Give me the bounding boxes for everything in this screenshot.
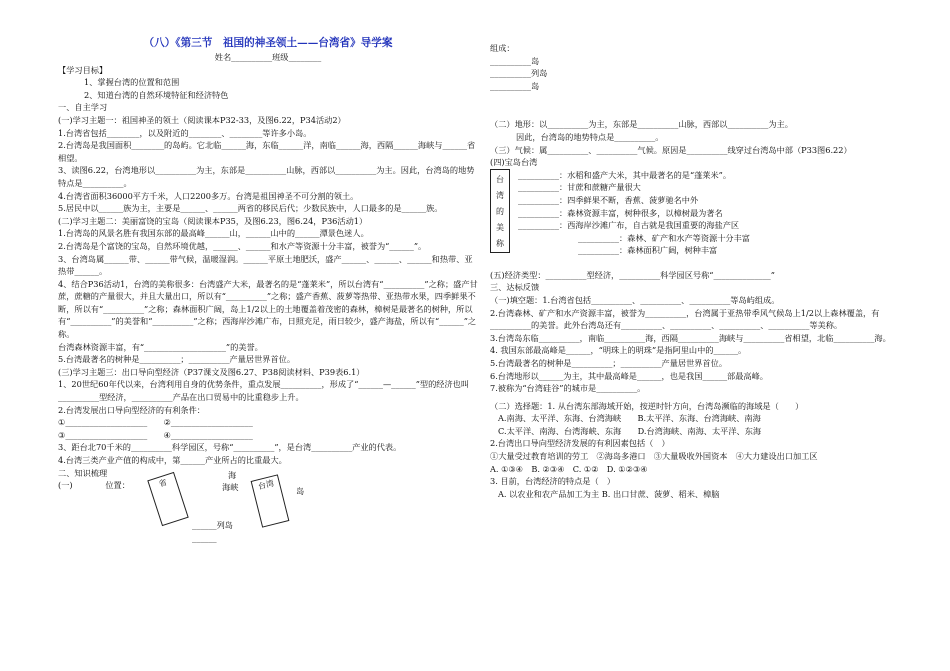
fill-q3: 3.台湾岛东临__________，南临__________海，西隔__________海峡与__________省相望，北临__________海。 [490, 332, 891, 343]
nicknames-box [490, 169, 510, 253]
q2-3: 3、台湾岛属______带、______带气候，温暖湿润。______平原土地肥沃，盛产______、______、______和热带、亚热带______。 [58, 253, 473, 277]
q2-2: 2.台湾岛是个富饶的宝岛，自然环境优越，______、______和水产等资源十分丰富，被誉为“______”。 [58, 240, 427, 251]
choice-q2: 2.台湾出口导向型经济发展的有利因素包括（ ） [490, 438, 670, 449]
choice-q2-options: A. ①③④ B. ②③④ C. ①② D. ①②③④ [490, 463, 648, 474]
q3-1: 1、20世纪60年代以来，台湾利用自身的优势条件，重点发展__________，形成了“______—______”型的经济也叫__________型经济，__________产品在出口贸易中的比重稳步上升。 [58, 379, 470, 403]
diagram-islands-line: ______列岛 [192, 520, 233, 531]
q2-5: 5.台湾最著名的树种是__________；__________产量居世界首位。 [58, 354, 296, 365]
q2-forest: 台湾森林资源丰富，有“____________________”的美誉。 [58, 341, 263, 352]
composition-islands: __________列岛 [490, 68, 548, 79]
q3-3: 3、距台北70千米的__________科学园区，号称“__________”，是台湾__________产业的代表。 [58, 442, 402, 453]
nickname-rice: __________：水稻和盛产大米，其中最著名的是“蓬莱米”。 [518, 169, 732, 180]
q3-2: 2.台湾发展出口导向型经济的有利条件： [58, 404, 205, 415]
nicknames-block [490, 169, 910, 269]
nickname-sugar: __________：甘蔗和蔗糖产量很大 [518, 182, 641, 193]
nickname-salt: __________：西海岸沙滩广布，自古就是我国重要的海盐产区 [518, 220, 740, 231]
diagram-label-sea: 海 [228, 470, 237, 481]
topic-3-heading: (三)学习主题三：出口导向型经济（P37课文及图6.27、P38阅读材料、P39表6.1） [58, 366, 365, 377]
q1-1: 1.台湾省包括________，以及附近的________、________等许多小岛。 [58, 127, 312, 138]
q1-5: 5.居民中以______族为主，主要是______、______两省的移民后代；少数民族中，人口最多的是______族。 [58, 203, 443, 214]
nicknames-box-char: 称 [496, 238, 504, 248]
nicknames-box-char: 湾 [496, 190, 504, 200]
terrain-line: （二）地形：以__________为主，东部是__________山脉，西部以__________为主。 [490, 119, 793, 130]
fill-q1: （一)填空题：1.台湾省包括__________、__________、__________等岛屿组成。 [490, 294, 780, 305]
choice-q1: （二）选择题：1. 从台湾东部海域开始，按逆时针方向，台湾岛濒临的海域是（ ） [490, 400, 804, 411]
section-self-study: 一、自主学习 [58, 102, 108, 113]
nicknames-box-char: 的 [496, 206, 504, 216]
composition-island: __________岛 [490, 55, 540, 66]
q1-4: 4.台湾省面积36000平方千米，人口2200多万。台湾是祖国神圣不可分割的领土。 [58, 190, 359, 201]
nickname-treasure: __________：森林、矿产和水产等资源十分丰富 [578, 232, 750, 243]
section-feedback: 三、达标反馈 [490, 282, 540, 293]
diagram-blank-line: ______ [192, 532, 217, 543]
choice-q3-ab: A. 以农业和农产品加工为主 B. 出口甘蔗、菠萝、稻米、樟脑 [498, 488, 720, 499]
right-column [490, 42, 910, 500]
q1-2: 2.台湾岛是我国面积________的岛屿。它北临______海，东临______洋，南临______海，西隔______海峡与______省相望。 [58, 140, 476, 163]
fill-q2: 2.台湾森林、矿产和水产资源丰富，被誉为__________，台湾属于亚热带季风气候岛上1/2以上森林覆盖，有__________的美誉。此外台湾岛还有__________、__________、__________、__________等美称。 [490, 307, 880, 331]
composition-island-2: __________岛 [490, 80, 540, 91]
topic-2-heading: (二)学习主题二：美丽富饶的宝岛（阅读课本P35，及图6.23，图6.24，P36活动1） [58, 215, 368, 226]
terrain-feature: 因此，台湾岛的地势特点是__________。 [516, 131, 664, 142]
q2-4: 4、结合P36活动1，台湾的美称很多：台湾盛产大米，最著名的是“蓬莱米”，所以台湾有“__________”之称；盛产甘蔗，蔗糖的产量很大，并且大量出口，所以有“__________”之称；盛产香蕉、菠萝等热带、亚热带水果，四季鲜果不断，所以有“__________”之称；森林面积广阔，岛上1/2以上的土地覆盖着茂密的森林，樟树是最著名的树种，所以有“__________”的美誉和“__________”之称；西海岸沙滩广布，日照充足，雨日较少，盛产海盐，所以有“______”之称。 [58, 278, 478, 340]
topic-1-heading: (一)学习主题一：祖国神圣的领土（阅读课本P32-33，及图6.22，P34活动2） [58, 114, 346, 125]
fill-q7: 7.被称为“台湾硅谷”的城市是__________。 [490, 383, 646, 394]
choice-q2-items: ①大量受过教育培训的劳工 ②海岛多港口 ③大量吸收外国资本 ④大力建设出口加工区 [490, 451, 818, 462]
diagram-label-strait: 海峡 [222, 482, 239, 493]
nickname-sea-of-forest: __________：森林面积广阔，树种丰富 [578, 245, 718, 256]
nicknames-box-char: 美 [496, 222, 504, 232]
section-knowledge: 二、知识梳理 [58, 467, 108, 478]
diagram-box-taiwan-text: 台湾 [257, 478, 275, 492]
choice-q1-cd: C.太平洋、南海、台湾海峡、东海 D.台湾海峡、南海、太平洋、东海 [498, 425, 762, 436]
fill-q4: 4. 我国东部最高峰是______，“明珠上的明珠”是指阿里山中的______。 [490, 345, 747, 356]
nickname-fruit: __________：四季鲜果不断，香蕉、菠萝驰名中外 [518, 194, 699, 205]
diagram-position-label: (一) 位置： [58, 480, 130, 491]
composition-label: 组成： [490, 43, 515, 53]
q1-3: 3、读图6.22，台湾地形以__________为主，东部是__________山脉，西部以__________为主。因此，台湾岛的地势特点是__________。 [58, 165, 475, 188]
q3-2-a: ①____________________ ②____________________ [58, 417, 253, 428]
name-class-line: 姓名__________班级________ [214, 52, 322, 62]
fill-q5: 5.台湾最著名的树种是__________；__________产量居世界首位。 [490, 357, 728, 368]
choice-q3: 3. 目前，台湾经济的特点是（ ） [490, 476, 616, 487]
treasure-heading: (四)宝岛台湾 [490, 157, 538, 168]
objective-2: 2、知道台湾的自然环境特征和经济特色 [84, 89, 229, 100]
nicknames-box-char: 台 [496, 174, 504, 184]
q3-4: 4.台湾三类产业产值的构成中，第______产业所占的比重最大。 [58, 455, 287, 465]
diagram-box-province-text: 省 [157, 477, 169, 490]
choice-q1-ab: A.南海、太平洋、东海、台湾海峡 B.太平洋、东海、台湾海峡、南海 [498, 413, 761, 424]
q2-1: 1.台湾岛的风景名胜有我国东部的最高峰______山，______山中的______潭景色迷人。 [58, 228, 369, 239]
climate-line: （三）气候：属__________、__________气候。原因是__________线穿过台湾岛中部（P33图6.22） [490, 144, 852, 155]
economy-type: (五)经济类型：__________型经济，__________科学园区号称“______________” [490, 269, 775, 280]
diagram-label-island: 岛 [296, 486, 305, 497]
nickname-forest: __________：森林资源丰富，树种很多，以樟树最为著名 [518, 207, 723, 218]
q3-2-b: ③____________________ ④____________________ [58, 429, 253, 440]
objective-1: 1、掌握台湾的位置和范围 [84, 77, 180, 88]
page-title: （八）《第三节 祖国的神圣领土——台湾省》导学案 [143, 37, 393, 49]
objectives-heading: 【学习目标】 [58, 64, 108, 75]
left-column [58, 36, 478, 544]
fill-q6: 6.台湾地形以______为主，其中最高峰是______，也是我国______部最高峰。 [490, 370, 768, 381]
